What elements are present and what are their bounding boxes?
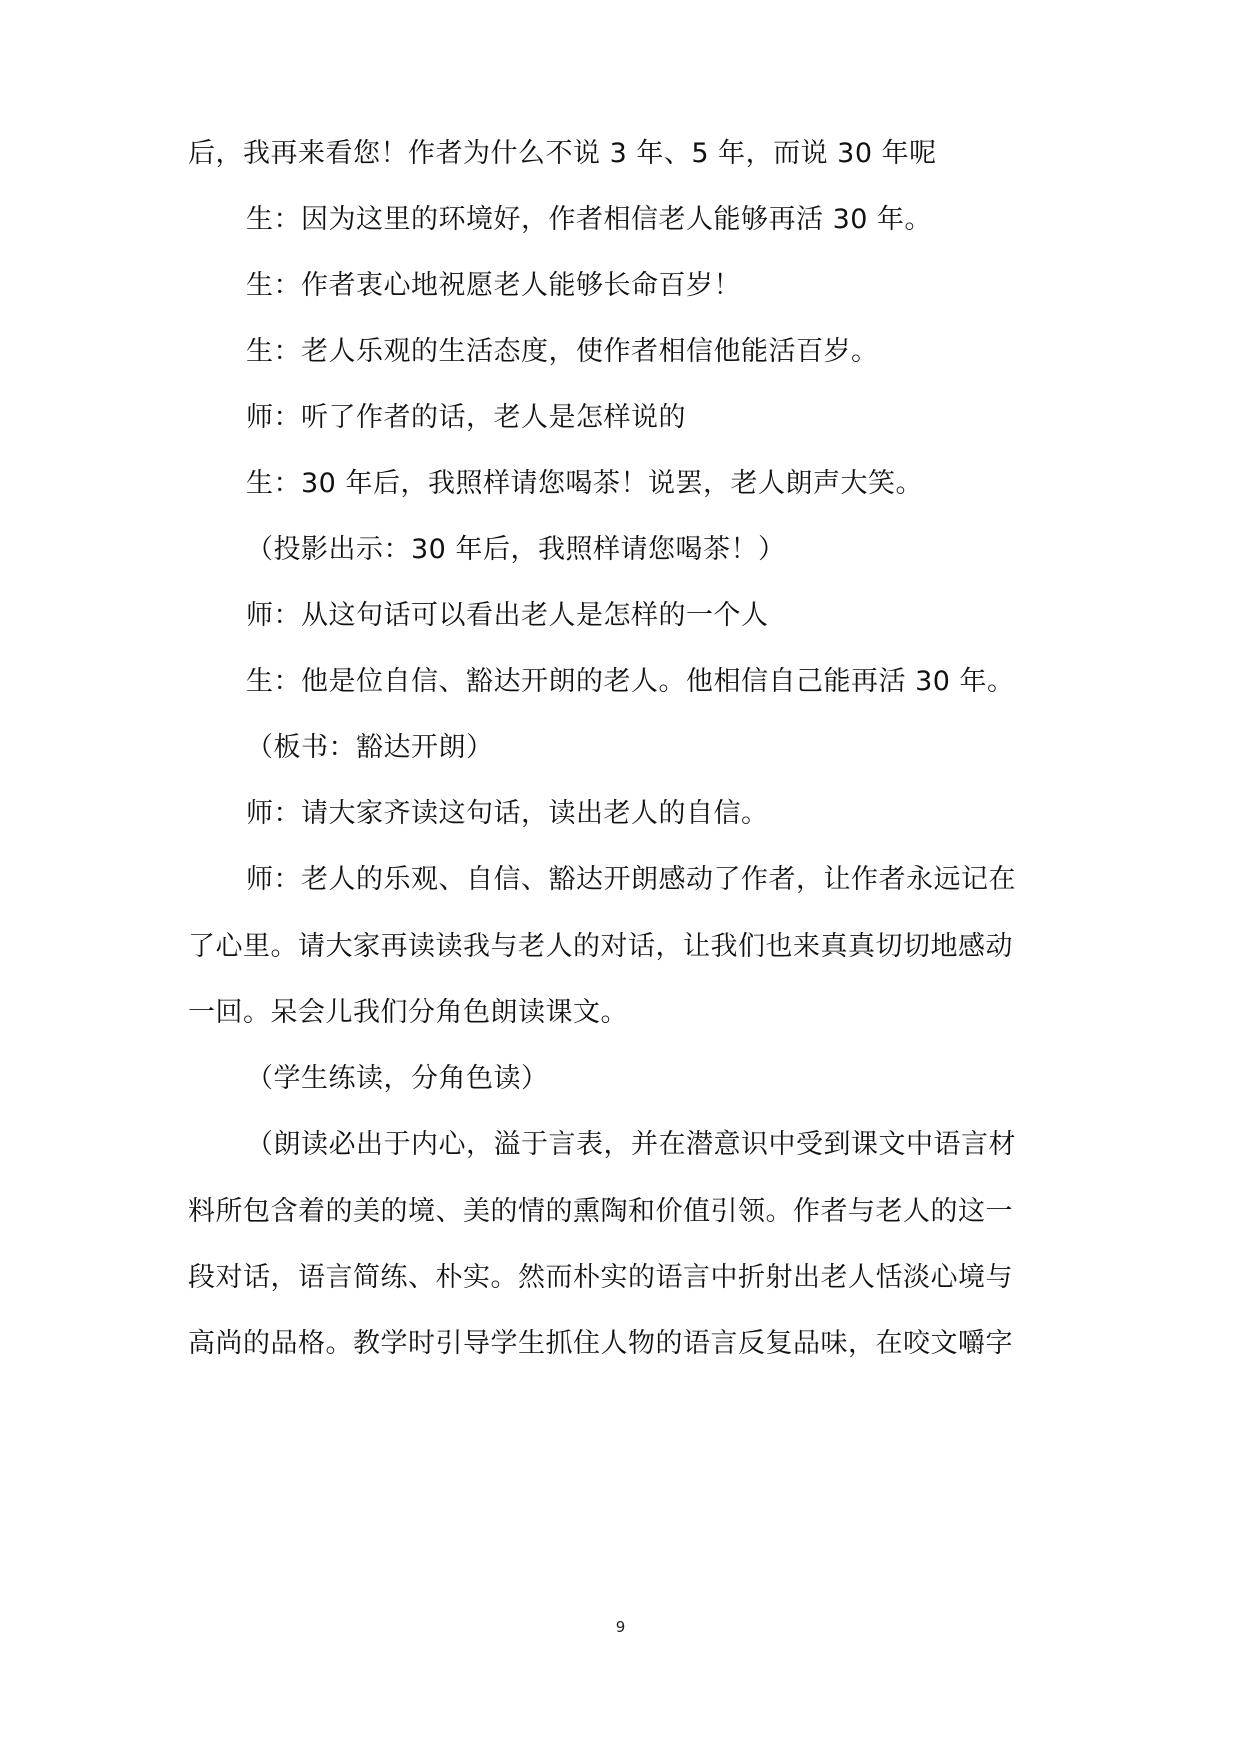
text-line: （板书：豁达开朗） (246, 732, 494, 763)
text-line: 师：老人的乐观、自信、豁达开朗感动了作者，让作者永远记在 (246, 864, 1016, 895)
text-line: 后，我再来看您！作者为什么不说 3 年、5 年，而说 30 年呢 (188, 138, 937, 169)
text-line: 一回。呆会儿我们分角色朗读课文。 (188, 997, 628, 1028)
text-line: 料所包含着的美的境、美的情的熏陶和价值引领。作者与老人的这一 (188, 1196, 1013, 1227)
text-line: 段对话，语言简练、朴实。然而朴实的语言中折射出老人恬淡心境与 (188, 1262, 1013, 1293)
page-number: 9 (615, 1618, 626, 1636)
text-line: （朗读必出于内心，溢于言表，并在潜意识中受到课文中语言材 (246, 1129, 1016, 1160)
text-line: 生：他是位自信、豁达开朗的老人。他相信自己能再活 30 年。 (246, 666, 1015, 697)
text-line: 生：作者衷心地祝愿老人能够长命百岁！ (246, 270, 741, 301)
text-line: 高尚的品格。教学时引导学生抓住人物的语言反复品味，在咬文嚼字 (188, 1328, 1013, 1359)
text-line: 师：从这句话可以看出老人是怎样的一个人 (246, 600, 769, 631)
text-line: 生：老人乐观的生活态度，使作者相信他能活百岁。 (246, 336, 879, 367)
text-line: 师：听了作者的话，老人是怎样说的 (246, 402, 686, 433)
text-line: （学生练读，分角色读） (246, 1063, 549, 1094)
text-line: 师：请大家齐读这句话，读出老人的自信。 (246, 798, 769, 829)
text-line: （投影出示：30 年后，我照样请您喝茶！） (246, 534, 786, 565)
text-line: 生：30 年后，我照样请您喝茶！说罢，老人朗声大笑。 (246, 468, 923, 499)
text-line: 了心里。请大家再读读我与老人的对话，让我们也来真真切切地感动 (188, 931, 1013, 962)
text-line: 生：因为这里的环境好，作者相信老人能够再活 30 年。 (246, 204, 933, 235)
